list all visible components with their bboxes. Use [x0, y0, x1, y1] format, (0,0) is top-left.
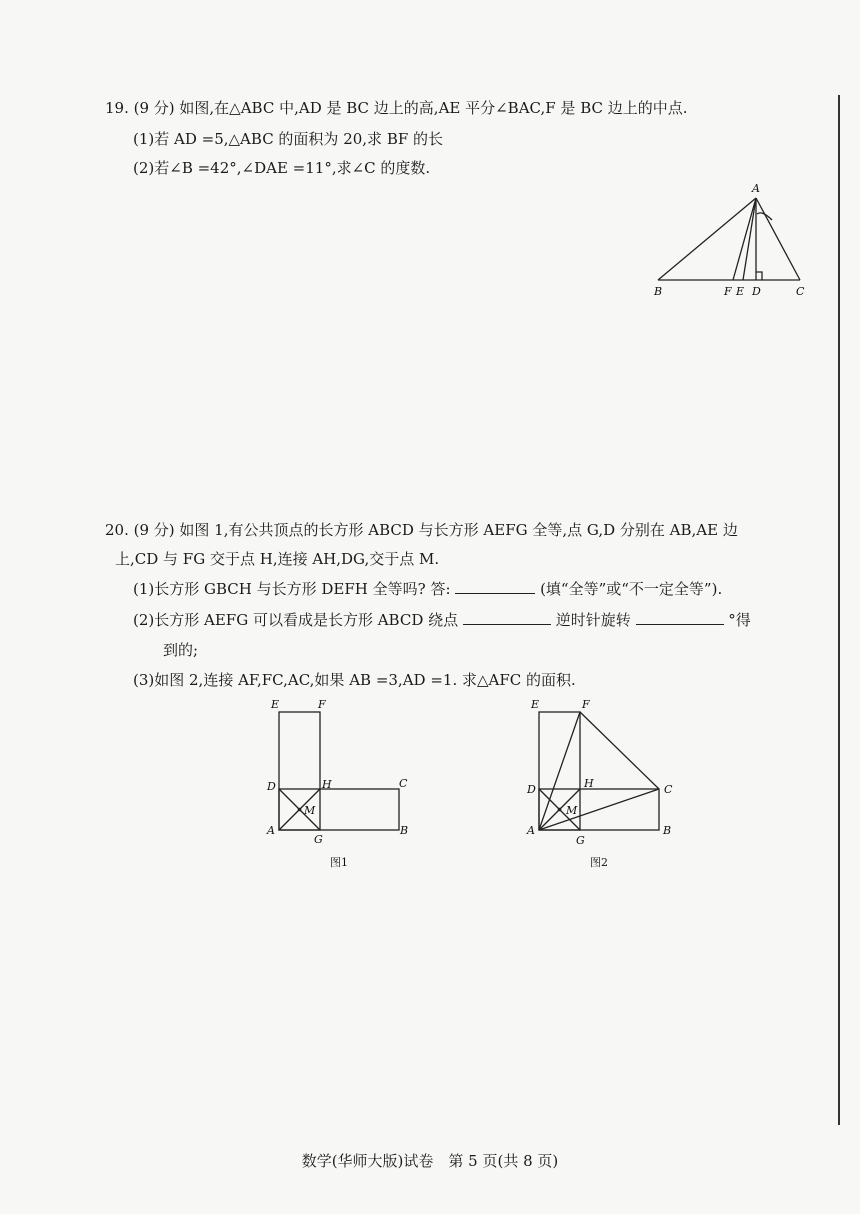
fig1-caption: 图1 [330, 856, 348, 869]
q20-part3: (3)如图 2,连接 AF,FC,AC,如果 AB =3,AD =1. 求△AFC 的面积. [133, 671, 576, 689]
q20-figure-2 [522, 690, 687, 880]
q19-label-b: B [654, 285, 663, 298]
q20-part1-answer-blank [455, 579, 535, 594]
fig1-label-a: A [267, 824, 275, 837]
q20-part1 [133, 579, 722, 599]
fig1-label-m: M [304, 804, 316, 817]
fig1-label-d: D [267, 780, 276, 793]
q20-part2-text-c: °得 [728, 611, 751, 629]
fig1-label-f: F [318, 698, 326, 711]
q19-part2: (2)若∠B =42°,∠DAE =11°,求∠C 的度数. [133, 159, 431, 177]
q19-label-f: F [724, 285, 732, 298]
q19-label-e: E [736, 285, 745, 298]
q20-figure-1 [262, 690, 422, 880]
fig1-label-h: H [322, 778, 332, 791]
fig1-label-b: B [400, 824, 409, 837]
q20-part2-text-a: (2)长方形 AEFG 可以看成是长方形 ABCD 绕点 [133, 611, 459, 629]
q19-label-c: C [796, 285, 805, 298]
right-margin-line [838, 95, 840, 1125]
q20-stem-line1: 20. (9 分) 如图 1,有公共顶点的长方形 ABCD 与长方形 AEFG 全等,点 G,D 分别在 AB,AE 边 [105, 521, 738, 539]
fig2-label-e: E [531, 698, 540, 711]
q19-label-a: A [752, 182, 760, 195]
q19-stem: 19. (9 分) 如图,在△ABC 中,AD 是 BC 边上的高,AE 平分∠BAC,F 是 BC 边上的中点. [105, 99, 688, 117]
fig1-label-c: C [399, 777, 408, 790]
q20-part2-angle-blank [636, 610, 724, 625]
fig2-label-h: H [584, 777, 594, 790]
fig2-caption: 图2 [590, 856, 608, 869]
page-footer: 数学(华师大版)试卷 第 5 页(共 8 页) [301, 1152, 559, 1170]
q19-part1: (1)若 AD =5,△ABC 的面积为 20,求 BF 的长 [133, 130, 444, 148]
fig2-label-g: G [576, 834, 585, 847]
q20-part2 [133, 610, 751, 630]
fig2-label-f: F [582, 698, 590, 711]
q19-label-d: D [752, 285, 761, 298]
q20-part2-text-b: 逆时针旋转 [555, 611, 631, 629]
fig2-label-c: C [664, 783, 673, 796]
fig2-label-m: M [566, 804, 578, 817]
q19-triangle-figure [640, 180, 820, 305]
q20-part2-cont: 到的; [163, 641, 199, 659]
q20-part2-point-blank [463, 610, 551, 625]
fig1-label-g: G [314, 833, 323, 846]
fig2-label-b: B [663, 824, 672, 837]
fig1-label-e: E [271, 698, 280, 711]
fig2-label-a: A [527, 824, 535, 837]
q20-stem-line2: 上,CD 与 FG 交于点 H,连接 AH,DG,交于点 M. [115, 550, 440, 568]
q20-part1-question: (1)长方形 GBCH 与长方形 DEFH 全等吗? 答: [133, 580, 451, 598]
fig2-label-d: D [527, 783, 536, 796]
q20-part1-hint: (填“全等”或“不一定全等”). [540, 580, 723, 598]
